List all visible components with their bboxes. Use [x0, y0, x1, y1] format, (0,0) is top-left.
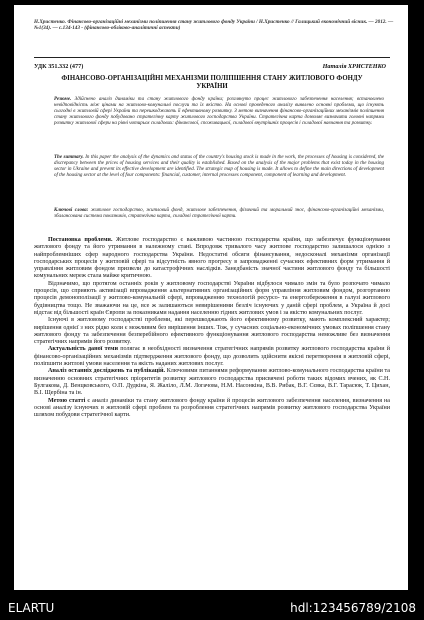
document-page [14, 5, 408, 590]
paragraph-lead: Аналіз останніх досліджень та публікацій. [48, 368, 166, 375]
abstract-en-text: In this paper the analysis of the dynamics and status of the country's housing stock is made in the work, the processes of housing is considered, the discrepancy between the prices of housing services and their quality is established. Based on the analysis of the major problems that exist today in the housing sector in Ukraine and prevent its effective development are identified. The strategic map of housing is made. It allows to define the main directions of development of the housing sector at the level of four components: financial, customer, internal processes component, component of learning and development. [54, 155, 385, 178]
keywords-label: Ключові слова: [54, 208, 89, 213]
paragraph-lead: Метою статті [48, 397, 86, 404]
paragraph-text: Відзначимо, що протягом останніх років у житловому господарстві України відбулося чимало змін та було розпочато чимало процесів, що сприяють активізації впровадження альтернативних організаційних форм управління житловим фондом, розгортанню процесів демонополізації у житлово-комунальній сфері, впровадженню технологій ресурсо- та енергозбереження в галузі житлового будівництва тощо. Не зважаючи на це, все ж залишаються невирішеними безліч існуючих у даній сфері проблем, а Україна й досі відстає від більшості країн Європи за показниками надання населенню гідних житлових умов і за якістю комунальних послуг. [34, 280, 390, 316]
paragraph-text: полягає в необхідності визначення стратегічних напрямів розвитку житлового господарства країни й фінансово-організаційних механізмів підтвердження житлового фонду, що дозволить здійснити якісні перетворення в житловій сфері, поліпшити житлові умови населення та якість наданих житлових послуг. [34, 346, 390, 368]
article-title: ФІНАНСОВО-ОРГАНІЗАЦІЙНІ МЕХАНІЗМИ ПОЛІПШЕННЯ СТАНУ ЖИТЛОВОГО ФОНДУ УКРАЇНИ [61, 75, 363, 90]
article-body [34, 237, 390, 419]
handle-identifier: hdl:123456789/2108 [290, 601, 416, 615]
citation-header: Н.Христенко. Фінансово-організаційні механізми поліпшення стану житлового фонду України / Н.Христенко // Галицький економічний вісник. — 2012. — №1(34). — с.134-143 - (фінансово-обліково-аналітичні аспекти) [34, 19, 394, 32]
repository-name: ELARTU [8, 601, 55, 615]
paragraph-text: Існуючі в житловому господарстві проблеми, які перешкоджають його ефективному розвитку, мають комплексний характер; вирішення однієї з них рідко коли є можливим без вирішення інших. Тож, у сучасних соціально-економічних умовах поліпшення стану житлового фонду та забезпечення безперебійного ефективного функціонування житлового господарства неможливе без визначення стратегічних напрямів його розвитку. [34, 317, 390, 346]
author-name: Наталія ХРИСТЕНКО [322, 63, 386, 70]
paragraph [34, 346, 390, 368]
keywords [54, 208, 384, 220]
paragraph-text: Ключовими питаннями реформування житлово-комунального господарства країни та визначенню основних стратегічних пріоритетів розвитку житлового господарства присвячені роботи таких відомих вчених, як С.Н. Булгакова, Д. Венцковського, О.П. Дудкіна, Я. Жаліло, Л.М. Логачова, Н.М. Насонкіна, В.В. Рибак, В.Г. Сєвка, В.Г. Тарасюк, Т. Цихан, В.І. Щербіна та ін. [34, 368, 390, 397]
paragraph-text: Житлове господарство є важливою частиною господарства країни, що забезпечує функціонування житлового фонду та його утримання в належному стані. Впродовж тривалого часу житлове господарство залишалося однією з найпроблемніших сфер народного господарства України. Недостатні обсяги фінансування, недосконалі механізми організації господарських процесів у житловій сфері та відсутність явного прогресу в запровадженні сучасних ефективних форм утримання й управління житловим фондом призвели до катастрофічних наслідків. Занедбаність значної частини житлового фонду та більшості комунальних мереж стала майже критичною. [34, 237, 390, 280]
paragraph [34, 317, 390, 346]
paragraph [34, 281, 390, 317]
abstract-ua-label: Резюме. [54, 97, 72, 102]
paragraph-lead: Постановка проблеми. [48, 237, 113, 243]
abstract-en-label: The summary. [54, 155, 84, 160]
abstract-ukrainian [54, 97, 384, 127]
paragraph [34, 237, 390, 281]
header-divider [34, 57, 390, 58]
udk-code: УДК 351.332 (477) [34, 63, 84, 70]
abstract-ua-text: Здійснено аналіз динаміки та стану житлового фонду країни; розглянуто процес житлового забезпечення населення; встановлено невідповідність між цінами на житлово-комунальні послуги та їх якістю. На основі проведеного аналізу виявлено основні проблеми, що існують сьогодні в житловій сфері України та перешкоджають її ефективному розвитку. З метою визначення фінансово-організаційних механізмів поліпшення стану житлового фонду побудовано стратегічну карту житлового господарства України. Стратегічна карта дозволяє визначити головні напрями розвитку житлової сфери на рівні чотирьох складових: фінансової, споживацької, складової внутрішніх процесів і складової навчання та розвитку. [54, 97, 384, 126]
paragraph-text: є аналіз динаміки та стану житлового фонду країни й процесів житлового забезпечення населення, визначення на основі аналізу існуючих в житловій сфері проблем та розроблення стратегічних напрямів розвитку житлового господарства України шляхом побудови стратегічної карти. [34, 397, 391, 419]
paragraph [34, 398, 390, 420]
paragraph [34, 368, 390, 397]
abstract-english [54, 155, 384, 179]
paragraph-lead: Актуальність даної теми [48, 346, 118, 353]
repository-footer [0, 590, 424, 620]
keywords-text: житлове господарство, житловий фонд, житлове забезпечення, фізичний та моральний знос, фінансово-організаційні механізми, збалансована система показників, стратегічна карта, складові стратегічної карти. [54, 208, 384, 219]
